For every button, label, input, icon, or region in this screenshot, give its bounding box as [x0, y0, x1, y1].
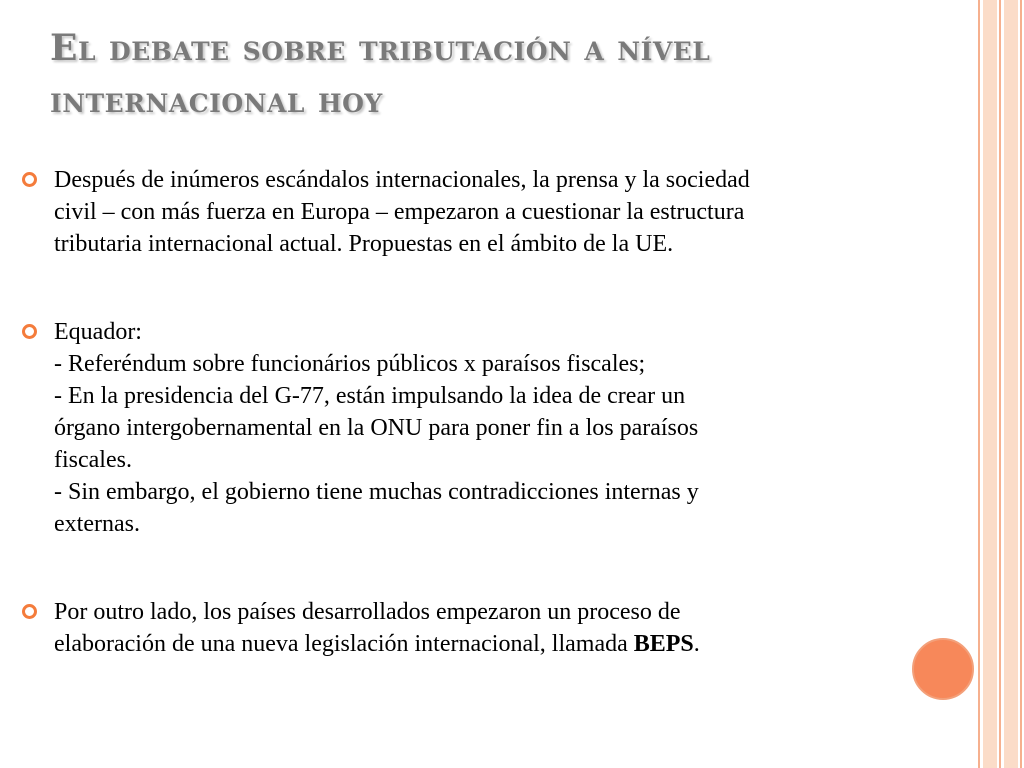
bullet-2-line-6: - Sin embargo, el gobierno tiene muchas contradicciones internas y: [54, 479, 699, 505]
bullet-2-line-2: - Referéndum sobre funcionários públicos x paraísos fiscales;: [54, 351, 646, 377]
bullet-2-line-5: fiscales.: [54, 447, 132, 473]
bullet-icon: [22, 324, 37, 339]
bullet-1-line-2: civil – con más fuerza en Europa – empezaron a cuestionar la estructura: [54, 199, 745, 225]
bullet-1-line-1: Después de inúmeros escándalos internacionales, la prensa y la sociedad: [54, 167, 750, 193]
bullet-icon: [22, 172, 37, 187]
slide-title-line-2: internacional hoy: [50, 79, 383, 121]
bullet-3-line-1: Por outro lado, los países desarrollados empezaron un proceso de: [54, 599, 681, 625]
bullet-3-line-2: [54, 628, 952, 660]
bullet-item-2: [22, 316, 952, 540]
bullet-icon: [22, 604, 37, 619]
bullet-2-line-3: - En la presidencia del G-77, están impulsando la idea de crear un: [54, 383, 686, 409]
slide-title: [50, 22, 930, 126]
bullet-2-line-7: externas.: [54, 511, 140, 537]
bullet-3-line-2-period: .: [693, 631, 700, 657]
slide-body: [22, 164, 952, 660]
decorative-circle: [912, 638, 974, 700]
decorative-stripes: [978, 0, 1024, 768]
bullet-3-line-2-text: elaboración de una nueva legislación internacional, llamada: [54, 631, 634, 657]
beps-term: BEPS: [633, 631, 694, 657]
bullet-item-3: [22, 596, 952, 660]
bullet-2-line-1: Equador:: [54, 319, 142, 345]
bullet-1-line-3: tributaria internacional actual. Propuestas en el ámbito de la UE.: [54, 231, 674, 257]
bullet-2-line-4: órgano intergobernamental en la ONU para poner fin a los paraísos: [54, 415, 699, 441]
bullet-item-1: [22, 164, 952, 260]
slide-title-line-1: El debate sobre tributación a nível: [50, 27, 711, 69]
